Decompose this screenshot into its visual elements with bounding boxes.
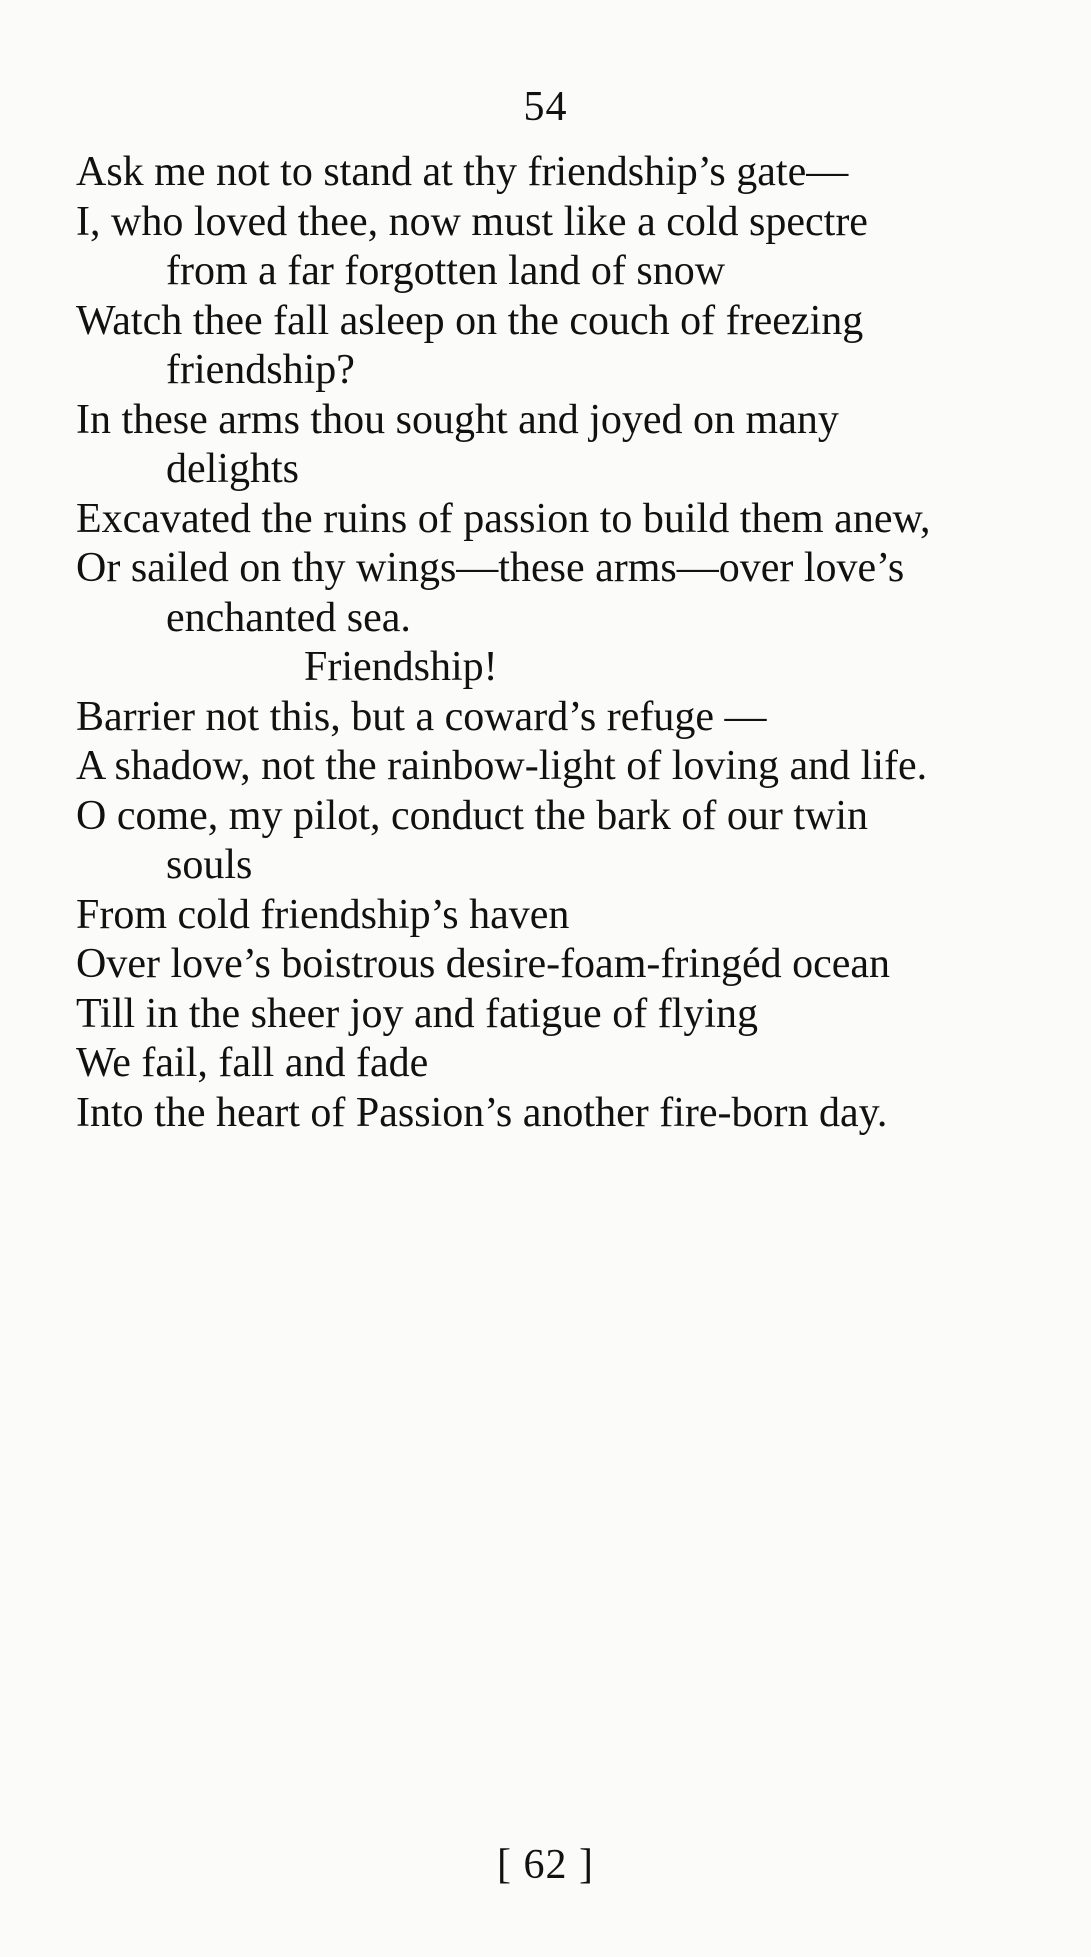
poem-line-continuation: enchanted sea. <box>166 594 411 641</box>
poem-line: Into the heart of Passion’s another fire-born day. <box>76 1089 888 1136</box>
poem-line: We fail, fall and fade <box>76 1040 429 1086</box>
poem-line: In these arms thou sought and joyed on many <box>76 396 839 443</box>
poem-line: Over love’s boistrous desire-foam-fringéd ocean <box>76 941 891 987</box>
poem-line: Till in the sheer joy and fatigue of flying <box>76 990 759 1037</box>
poem-line: From cold friendship’s haven <box>76 891 570 938</box>
poem-body <box>76 148 1076 1138</box>
poem-line: Watch thee fall asleep on the couch of freezing <box>76 297 864 344</box>
poem-line: Or sailed on thy wings—these arms—over love’s <box>76 545 905 591</box>
poem-line: Ask me not to stand at thy friendship’s gate— <box>76 149 849 195</box>
poem-line: Excavated the ruins of passion to build them anew, <box>76 495 931 542</box>
poem-line: I, who loved thee, now must like a cold spectre <box>76 198 868 245</box>
poem-line-continuation: delights <box>166 446 299 492</box>
poem-line-continuation: from a far forgotten land of snow <box>166 248 726 294</box>
poem-number: 54 <box>523 84 568 130</box>
poem-line: O come, my pilot, conduct the bark of our twin <box>76 792 868 839</box>
poem-line-exclamation: Friendship! <box>304 644 498 690</box>
poem-line: A shadow, not the rainbow-light of loving and life. <box>76 743 928 789</box>
page-folio: [ 62 ] <box>497 1842 594 1888</box>
poem-line-continuation: souls <box>166 842 253 888</box>
poem-line-continuation: friendship? <box>166 347 355 393</box>
poem-line: Barrier not this, but a coward’s refuge — <box>76 693 767 740</box>
